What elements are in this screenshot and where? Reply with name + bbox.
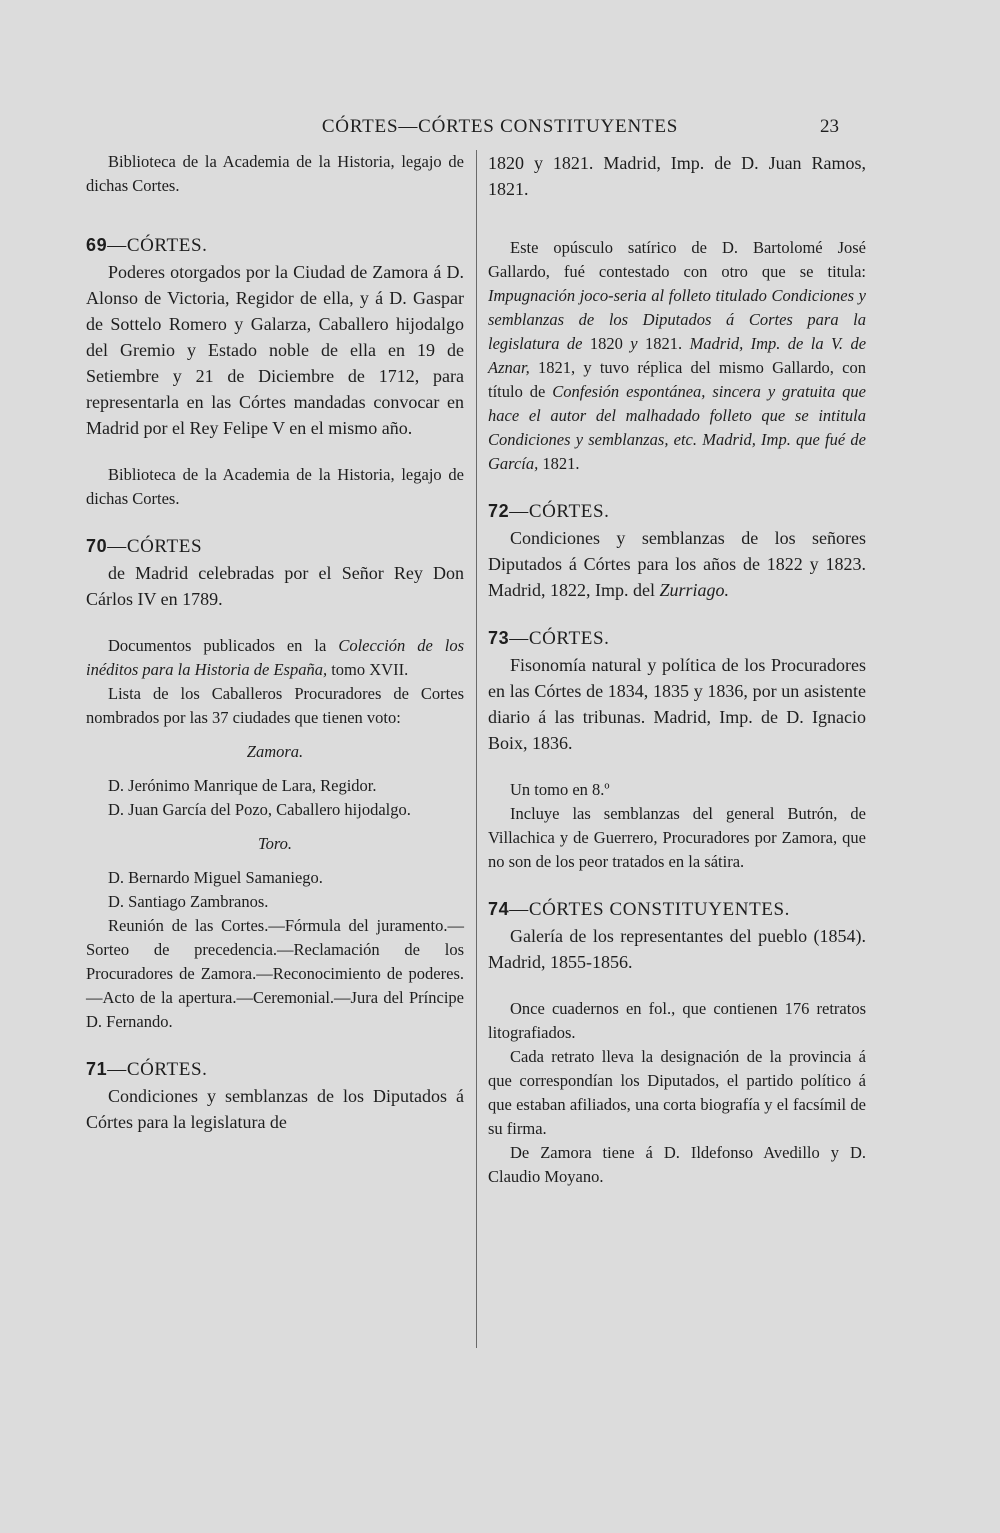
entry-title: —CÓRTES. xyxy=(107,235,208,256)
entry-72-body xyxy=(488,525,866,603)
entry-number: 73 xyxy=(488,628,510,648)
entry-69-heading xyxy=(86,232,464,259)
note-title: y xyxy=(630,334,638,353)
entry-73-note: Un tomo en 8.º xyxy=(510,780,610,799)
entry-title: —CÓRTES. xyxy=(509,501,610,522)
city-heading: Toro. xyxy=(257,834,293,853)
entry-number: 70 xyxy=(86,536,108,556)
entry-69-body: Poderes otorgados por la Ciudad de Zamora á D. Alonso de Victoria, Regidor de ella, y á D. Gaspar de Sottelo Romero y Galarza, Caballero hijodalgo del Gremio y Estado noble de ella en 19 de Setiembre y 21 de Diciembre de 1712, para representarla en las Córtes mandadas convocar en Madrid por el Rey Felipe V en el mismo año. xyxy=(86,262,464,438)
entry-title: —CÓRTES CONSTITUYENTES. xyxy=(509,899,791,920)
procurador-entry: D. Bernardo Miguel Samaniego. xyxy=(108,868,323,887)
doc-text: tomo XVII. xyxy=(327,660,409,679)
entry-71-body: Condiciones y semblanzas de los Diputados á Córtes para la legislatura de xyxy=(86,1086,464,1132)
entry-74-body: Galería de los representantes del pueblo (1854). Madrid, 1855-1856. xyxy=(488,926,866,972)
entry-74-note: De Zamora tiene á D. Ildefonso Avedillo y D. Claudio Moyano. xyxy=(488,1143,866,1186)
entry-74-note: Once cuadernos en fol., que contienen 176 retratos litografiados. xyxy=(488,999,866,1042)
entry-71-note xyxy=(488,236,866,476)
entry-title: —CÓRTES. xyxy=(509,628,610,649)
note-title: Madrid, Imp. de la V. de Aznar, xyxy=(488,334,867,377)
entry-title: —CÓRTES xyxy=(107,536,203,557)
entry-number: 69 xyxy=(86,235,108,255)
entry-74-heading xyxy=(488,896,866,923)
procurador-entry: D. Jerónimo Manrique de Lara, Regidor. xyxy=(108,776,377,795)
note-text: 1821. xyxy=(637,334,690,353)
body-title: Zurriago. xyxy=(659,580,730,600)
note-text: Este opúsculo satírico de D. Bartolomé José Gallardo, fué contestado con otro que se titula: xyxy=(488,238,866,281)
entry-number: 71 xyxy=(86,1059,108,1079)
procurador-entry: D. Juan García del Pozo, Caballero hijodalgo. xyxy=(108,800,411,819)
entry-71-heading xyxy=(86,1056,464,1083)
entry-71-continuation: 1820 y 1821. Madrid, Imp. de D. Juan Ramos, 1821. xyxy=(488,153,866,199)
note-title: Impugnación joco-seria al folleto titulado Condiciones y semblanzas de los Diputados á Cortes para la legislatura de xyxy=(488,286,866,353)
entry-73-body: Fisonomía natural y política de los Procuradores en las Córtes de 1834, 1835 y 1836, por un asistente diario á las tribunas. Madrid, Imp. de D. Ignacio Boix, 1836. xyxy=(488,655,866,753)
note-text: 1821, y tuvo réplica del mismo Gallardo, con título de xyxy=(488,358,866,401)
body-text: Condiciones y semblanzas de los señores Diputados á Córtes para los años de 1822 y 1823. Madrid, 1822, Imp. del xyxy=(488,528,866,600)
right-column xyxy=(488,150,866,1189)
doc-title: Colección de los inéditos para la Historia de España, xyxy=(86,636,464,679)
entry-70-documents xyxy=(86,634,464,682)
column-divider xyxy=(476,150,477,1348)
note-title: Confesión espontánea, sincera y gratuita que hace el autor del malhadado folleto que se intitula Condiciones y semblanzas, etc. Madrid, Imp. que fué de García, xyxy=(488,382,866,473)
left-column xyxy=(86,150,464,1135)
page-number: 23 xyxy=(820,116,839,137)
entry-70-heading xyxy=(86,533,464,560)
note-text: 1821. xyxy=(538,454,580,473)
running-title: CÓRTES—CÓRTES CONSTITUYENTES xyxy=(321,116,679,137)
note-text: 1820 xyxy=(582,334,631,353)
doc-text: Documentos publicados en la xyxy=(108,636,339,655)
entry-72-heading xyxy=(488,498,866,525)
source-note: Biblioteca de la Academia de la Historia, legajo de dichas Cortes. xyxy=(86,152,464,195)
entry-title: —CÓRTES. xyxy=(107,1059,208,1080)
entry-70-contents: Reunión de las Cortes.—Fórmula del juramento.—Sorteo de precedencia.—Reclamación de los Procuradores de Zamora.—Reconocimiento de poderes.—Acto de la apertura.—Ceremonial.—Jura del Príncipe D. Fernando. xyxy=(86,916,464,1031)
entry-73-heading xyxy=(488,625,866,652)
entry-69-source: Biblioteca de la Academia de la Historia, legajo de dichas Cortes. xyxy=(86,465,464,508)
city-heading: Zamora. xyxy=(246,742,304,761)
entry-74-note: Cada retrato lleva la designación de la provincia á que correspondían los Diputados, el partido político á que estaban afiliados, una corta biografía y el facsímil de su firma. xyxy=(488,1047,866,1138)
entry-70-body: de Madrid celebradas por el Señor Rey Don Cárlos IV en 1789. xyxy=(86,563,464,609)
entry-number: 72 xyxy=(488,501,510,521)
entry-70-list-intro: Lista de los Caballeros Procuradores de Cortes nombrados por las 37 ciudades que tienen voto: xyxy=(86,684,464,727)
procurador-entry: D. Santiago Zambranos. xyxy=(108,892,269,911)
entry-number: 74 xyxy=(488,899,510,919)
entry-73-note: Incluye las semblanzas del general Butrón, de Villachica y de Guerrero, Procuradores por Zamora, que no son de los peor tratados en la sátira. xyxy=(488,804,866,871)
